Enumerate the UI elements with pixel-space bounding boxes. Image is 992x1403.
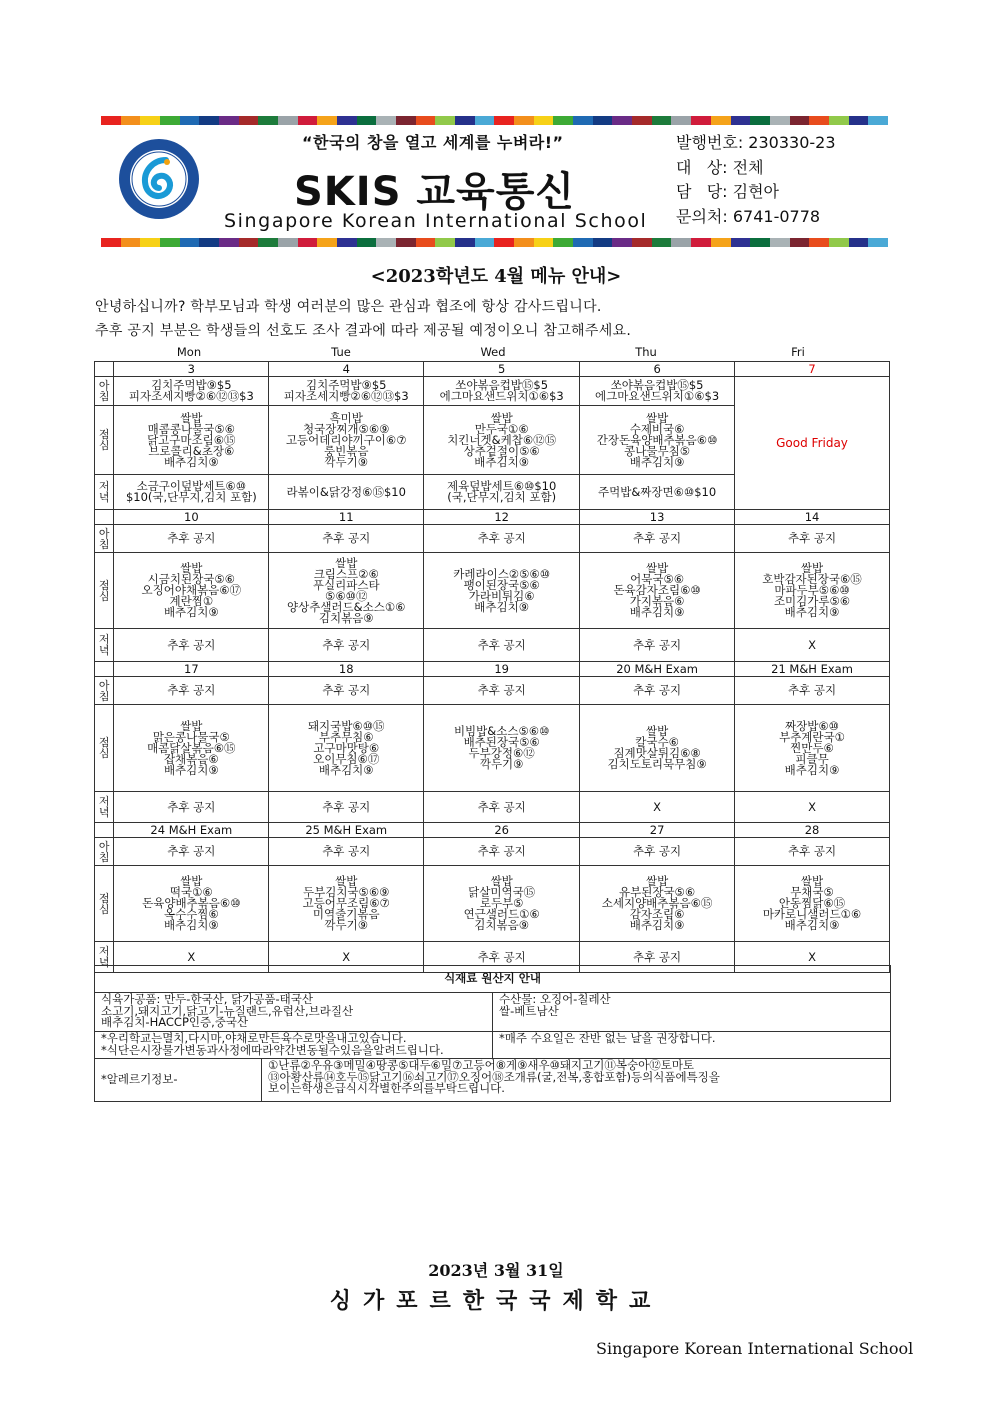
menu-cell: 김치주먹밥⑨$5 피자조세지빵②⑥⑫⑬$3 (269, 377, 424, 406)
date-cell: 10 (114, 510, 269, 525)
day-header-wed: Wed (480, 345, 506, 359)
stripe-segment (357, 238, 377, 247)
menu-cell: 추후 공지 (114, 838, 269, 866)
dinner-label: 저 녁 (95, 475, 114, 510)
date-cell: 21 M&H Exam (735, 662, 890, 677)
menu-cell: 쌀밥 수제비국⑥ 간장돈육양배추볶음⑥⑩ 콩나물무침⑤ 배추김치⑨ (580, 406, 735, 475)
stripe-segment (160, 116, 180, 125)
stripe-segment (101, 116, 121, 125)
breakfast-row (95, 525, 890, 553)
menu-cell: 추후 공지 (424, 629, 580, 662)
menu-cell: 추후 공지 (735, 838, 890, 866)
menu-cell: 쌀밥 칼국수⑥ 짐계맛살튀김⑥⑧ 김치도토리묵무침⑨ (580, 705, 735, 792)
menu-cell: 쌀밥 맑은콩나물국⑤ 매콤닭살볶음⑥⑮ 잡채볶음⑥ 배추김치⑨ (114, 705, 269, 792)
breakfast-row (95, 677, 890, 705)
stripe-segment (711, 238, 731, 247)
stripe-segment (593, 238, 613, 247)
menu-cell: 추후 공지 (735, 525, 890, 553)
stripe-segment (278, 116, 298, 125)
menu-cell: 쌀밥 호박감자된장국⑥⑮ 마파두부⑤⑥⑩ 조미김가루⑤⑥ 배추김치⑨ (735, 553, 890, 629)
stripe-segment (849, 116, 869, 125)
stripe-segment (750, 116, 770, 125)
menu-cell: 쌀밥 무채국⑤ 안동찜닭⑥⑮ 마카로니샐러드①⑥ 배추김치⑨ (735, 866, 890, 942)
stripe-segment (770, 238, 790, 247)
stripe-segment (691, 116, 711, 125)
menu-cell: 추후 공지 (269, 792, 424, 823)
stripe-segment (455, 116, 475, 125)
lunch-label: 점 심 (95, 406, 114, 475)
date-cell: 25 M&H Exam (269, 823, 424, 838)
issue-number: 발행번호: 230330-23 (676, 133, 836, 152)
lunch-label: 점 심 (95, 553, 114, 629)
stripe-segment (337, 116, 357, 125)
intro-line-1: 안녕하십니까? 학부모님과 학생 여러분의 많은 관심과 협조에 항상 감사드립니다. (95, 299, 602, 315)
stripe-segment (868, 116, 888, 125)
lunch-row (95, 866, 890, 942)
date-cell: 17 (114, 662, 269, 677)
stripe-segment (337, 238, 357, 247)
menu-cell: 추후 공지 (424, 677, 580, 705)
menu-cell: X (580, 792, 735, 823)
menu-cell: X (735, 629, 890, 662)
lunch-label: 점 심 (95, 866, 114, 942)
date-cell: 3 (114, 362, 269, 377)
slogan: “한국의 창을 열고 세계를 누벼라!” (302, 133, 564, 152)
origin-title: 식재료 원산지 안내 (95, 966, 891, 993)
stripe-segment (671, 238, 691, 247)
breakfast-label: 아 침 (95, 377, 114, 406)
stripe-segment (790, 116, 810, 125)
stripe-segment (750, 238, 770, 247)
breakfast-label: 아 침 (95, 677, 114, 705)
allergy-text: ①난류②우유③메밀④땅콩⑤대두⑥밀⑦고등어⑧게⑨새우⑩돼지고기⑪복숭아⑫토마토 ⑬아황산류⑭호두⑮닭고기⑯쇠고기⑰오징어⑱조개류(굴,전복,홍합포함)등의식품에특징을 보이는학생은급식시각별한주의를부탁드립니다. (262, 1059, 891, 1102)
stripe-segment (357, 116, 377, 125)
dinner-label: 저 녁 (95, 629, 114, 662)
stripe-segment (514, 116, 534, 125)
date-cell: 5 (424, 362, 580, 377)
date-row (95, 662, 890, 677)
menu-cell: 추후 공지 (580, 838, 735, 866)
date-cell: 12 (424, 510, 580, 525)
menu-cell: 쌀밥 닭살미역국⑮ 로두부⑤ 연근샐러드①⑥ 김치볶음⑨ (424, 866, 580, 942)
menu-cell: 추후 공지 (580, 525, 735, 553)
date-row (95, 510, 890, 525)
menu-cell: X (735, 792, 890, 823)
newsletter-brand: SKIS 교육통신 (294, 169, 575, 215)
stripe-segment (455, 238, 475, 247)
origin-seafood: 수산물: 오징어-칠레산 쌀-베트남산 (493, 993, 891, 1032)
stripe-segment (553, 116, 573, 125)
menu-cell: 추후 공지 (269, 525, 424, 553)
stripe-segment (376, 116, 396, 125)
lunch-label: 점 심 (95, 705, 114, 792)
date-cell: 20 M&H Exam (580, 662, 735, 677)
stripe-segment (534, 116, 554, 125)
menu-cell: X (735, 942, 890, 973)
stripe-segment (652, 116, 672, 125)
stripe-segment (258, 116, 278, 125)
menu-cell: 비빔밥&소스⑤⑥⑩ 배추된장국⑤⑥ 두부강정⑥⑫ 깍두기⑨ (424, 705, 580, 792)
stripe-segment (731, 116, 751, 125)
stripe-segment (553, 238, 573, 247)
stripe-segment (691, 238, 711, 247)
stripe-segment (534, 238, 554, 247)
menu-cell: X (269, 942, 424, 973)
stripe-segment (180, 238, 200, 247)
menu-cell: 쏘야볶음컵밥⑮$5 에그마요샌드위치①⑥$3 (424, 377, 580, 406)
intro-line-2: 추후 공지 부분은 학생들의 선호도 조사 결과에 따라 제공될 예정이오니 참고해주세요. (95, 323, 632, 339)
day-header-tue: Tue (331, 345, 351, 359)
no-leftover-note: *매주 수요일은 잔반 없는 날을 권장합니다. (493, 1032, 891, 1059)
breakfast-label: 아 침 (95, 838, 114, 866)
menu-cell: 쌀밥 매콤콩나물국⑤⑥ 닭고구마조림⑥⑮ 브로콜리&초장⑥ 배추김치⑨ (114, 406, 269, 475)
date-cell: 24 M&H Exam (114, 823, 269, 838)
date-cell: 27 (580, 823, 735, 838)
date-cell: 19 (424, 662, 580, 677)
date-row-blank (95, 510, 114, 525)
school-english-name: Singapore Korean International School (224, 210, 648, 232)
breakfast-row (95, 838, 890, 866)
stripe-segment (101, 238, 121, 247)
stripe-segment (396, 238, 416, 247)
menu-cell: 추후 공지 (269, 677, 424, 705)
menu-cell: 제육덮밥세트⑥⑩$10 (국,단무지,김치 포함) (424, 475, 580, 510)
menu-cell: 흑미밥 청국장찌개⑤⑥⑨ 고등어데리야끼구이⑥⑦ 룽빈볶음 깍두기⑨ (269, 406, 424, 475)
menu-cell: X (114, 942, 269, 973)
stripe-segment (416, 116, 436, 125)
menu-cell: 추후 공지 (269, 629, 424, 662)
stripe-segment (199, 116, 219, 125)
stripe-segment (573, 116, 593, 125)
holiday-cell: Good Friday (735, 377, 890, 510)
stripe-segment (278, 238, 298, 247)
date-row (95, 362, 890, 377)
day-header-fri: Fri (791, 345, 805, 359)
stripe-segment (632, 238, 652, 247)
date-cell: 11 (269, 510, 424, 525)
stripe-segment (475, 238, 495, 247)
color-stripe-top (101, 116, 888, 125)
stripe-segment (140, 238, 160, 247)
stripe-segment (317, 238, 337, 247)
stripe-segment (868, 238, 888, 247)
stripe-segment (416, 238, 436, 247)
menu-cell: 쌀밥 크림스프②⑥ 푸실리파스타 ⑤⑥⑩⑫ 양상추샐러드&소스①⑥ 김치볶음⑨ (269, 553, 424, 629)
issue-contact: 문의처: 6741-0778 (676, 206, 821, 226)
menu-cell: 카레라이스②⑤⑥⑩ 팽이된장국⑤⑥ 가라비튀김⑥ 배추김치⑨ (424, 553, 580, 629)
menu-cell: 쌀밥 떡국①⑥ 돈육양배추볶음⑥⑩ 옥수수찜⑥ 배추김치⑨ (114, 866, 269, 942)
stripe-segment (219, 116, 239, 125)
stripe-segment (593, 116, 613, 125)
menu-cell: 추후 공지 (114, 677, 269, 705)
lunch-row (95, 553, 890, 629)
stripe-segment (829, 238, 849, 247)
dinner-row (95, 792, 890, 823)
color-stripe-bottom (101, 238, 888, 247)
menu-cell: 돼지국밥⑥⑩⑮ 부추무침⑥ 고구마맛탕⑥ 오이무침⑥⑰ 배추김치⑨ (269, 705, 424, 792)
day-header-mon: Mon (176, 345, 202, 359)
stripe-segment (219, 238, 239, 247)
menu-cell: 쌀밥 유부된장국⑤⑥ 소세지양배추볶음⑥⑮ 감자조림⑥ 배추김치⑨ (580, 866, 735, 942)
stripe-segment (475, 116, 495, 125)
stripe-segment (317, 116, 337, 125)
school-korean-name: 싱가포르한국국제학교 (329, 1288, 663, 1314)
date-cell: 28 (735, 823, 890, 838)
stripe-segment (632, 116, 652, 125)
date-row-blank (95, 823, 114, 838)
dinner-label: 저 녁 (95, 792, 114, 823)
stripe-segment (809, 116, 829, 125)
menu-cell: 짜장밥⑥⑩ 부추계란국① 찐만두⑥ 피클무 배추김치⑨ (735, 705, 890, 792)
menu-cell: 쌀밥 만두국①⑥ 치킨너겟&케찹⑥⑫⑮ 상추겉절이⑤⑥ 배추김치⑨ (424, 406, 580, 475)
menu-cell: 추후 공지 (424, 838, 580, 866)
menu-cell: 소금구이덮밥세트⑥⑩ $10(국,단무지,김치 포함) (114, 475, 269, 510)
day-header-thu: Thu (635, 345, 657, 359)
school-logo-icon (118, 138, 200, 220)
date-cell: 6 (580, 362, 735, 377)
menu-cell: 라볶이&닭강정⑥⑮$10 (269, 475, 424, 510)
menu-cell: 쌀밥 어묵국⑤⑥ 돈육감자조림⑥⑩ 가지볶음⑥ 배추김치⑨ (580, 553, 735, 629)
stripe-segment (298, 116, 318, 125)
menu-cell: 추후 공지 (114, 792, 269, 823)
stripe-segment (849, 238, 869, 247)
date-cell: 14 (735, 510, 890, 525)
school-english-signature: Singapore Korean International School (596, 1339, 914, 1358)
stripe-segment (160, 238, 180, 247)
origin-meat: 식육가공품: 만두-한국산, 닭가공품-태국산 소고기,돼지고기,닭고기-뉴질랜드,유럽산,브라질산 배추김치-HACCP인증,중국산 (95, 993, 493, 1032)
menu-cell: 추후 공지 (424, 942, 580, 973)
date-row-blank (95, 362, 114, 377)
menu-cell: 주먹밥&짜장면⑥⑩$10 (580, 475, 735, 510)
document-title: <2023학년도 4월 메뉴 안내> (370, 266, 622, 287)
stripe-segment (514, 238, 534, 247)
date-row (95, 823, 890, 838)
date-cell: 18 (269, 662, 424, 677)
dinner-label: 저 녁 (95, 942, 114, 973)
breakfast-row (95, 377, 890, 406)
stripe-segment (239, 116, 259, 125)
menu-cell: 추후 공지 (735, 677, 890, 705)
stripe-segment (199, 238, 219, 247)
date-cell: 26 (424, 823, 580, 838)
menu-table (94, 361, 890, 973)
stripe-segment (121, 238, 141, 247)
menu-cell: 추후 공지 (424, 525, 580, 553)
stripe-segment (790, 238, 810, 247)
stripe-segment (829, 116, 849, 125)
menu-cell: 추후 공지 (580, 942, 735, 973)
stripe-segment (140, 116, 160, 125)
dinner-row (95, 629, 890, 662)
date-cell: 13 (580, 510, 735, 525)
date-cell: 7 (735, 362, 890, 377)
menu-cell: 추후 공지 (269, 838, 424, 866)
stripe-segment (494, 238, 514, 247)
stripe-segment (612, 116, 632, 125)
menu-cell: 쏘야볶음컵밥⑮$5 에그마요샌드위치①⑥$3 (580, 377, 735, 406)
issue-info (676, 131, 836, 229)
menu-cell: 쌀밥 시금치된장국⑤⑥ 오징어야채볶음⑥⑰ 계란찜① 배추김치⑨ (114, 553, 269, 629)
stripe-segment (396, 116, 416, 125)
stripe-segment (298, 238, 318, 247)
stripe-segment (435, 116, 455, 125)
stripe-segment (809, 238, 829, 247)
stripe-segment (376, 238, 396, 247)
menu-cell: 김치주먹밥⑨$5 피자조세지빵②⑥⑫⑬$3 (114, 377, 269, 406)
origin-note: *우리학교는멸치,다시마,야채로만든육수로맛을내고있습니다. *식단은시장물가변동과사정에따라약간변동될수있음을알려드립니다. (95, 1032, 493, 1059)
stripe-segment (121, 116, 141, 125)
issue-audience: 대 상: 전체 (676, 157, 764, 177)
menu-cell: 추후 공지 (580, 677, 735, 705)
stripe-segment (612, 238, 632, 247)
stripe-segment (435, 238, 455, 247)
menu-cell: 추후 공지 (114, 629, 269, 662)
menu-cell: 추후 공지 (114, 525, 269, 553)
stripe-segment (671, 116, 691, 125)
stripe-segment (239, 238, 259, 247)
menu-cell: 추후 공지 (424, 792, 580, 823)
stripe-segment (731, 238, 751, 247)
allergy-label: *알레르기정보- (95, 1059, 262, 1102)
stripe-segment (180, 116, 200, 125)
stripe-segment (711, 116, 731, 125)
issue-manager: 담 당: 김현아 (676, 182, 780, 202)
menu-cell: 쌀밥 두부김치국⑤⑥⑨ 고등어무조림⑥⑦ 미역줄기볶음 깍두기⑨ (269, 866, 424, 942)
menu-cell: 추후 공지 (580, 629, 735, 662)
issue-date: 2023년 3월 31일 (428, 1261, 564, 1280)
stripe-segment (770, 116, 790, 125)
date-cell: 4 (269, 362, 424, 377)
stripe-segment (258, 238, 278, 247)
breakfast-label: 아 침 (95, 525, 114, 553)
stripe-segment (573, 238, 593, 247)
stripe-segment (652, 238, 672, 247)
stripe-segment (494, 116, 514, 125)
lunch-row (95, 705, 890, 792)
date-row-blank (95, 662, 114, 677)
origin-info-table (94, 965, 891, 1102)
